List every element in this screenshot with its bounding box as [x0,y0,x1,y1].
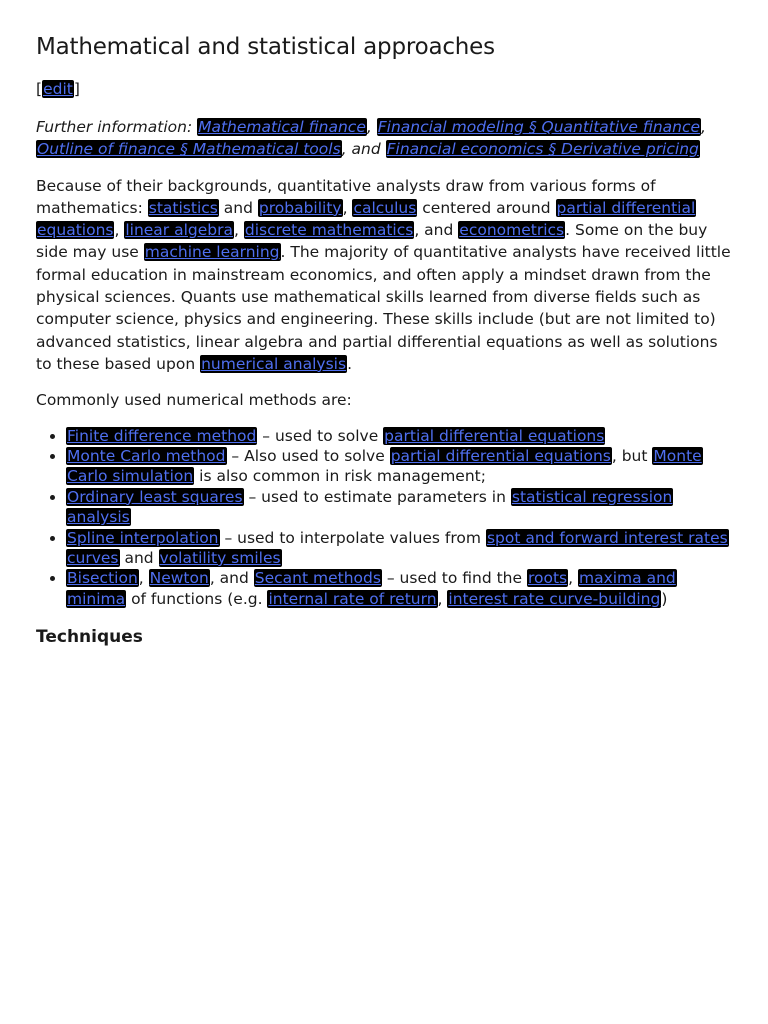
numerical-methods-list [36,426,734,610]
text: . [347,354,352,373]
link-statistical-regression-analysis[interactable]: statistical regression analysis [67,487,673,527]
section-title: Mathematical and statistical approaches [36,34,495,60]
link-econometrics[interactable]: econometrics [459,221,565,240]
text: – Also used to solve [226,446,390,465]
paragraph-numerical-methods-intro: Commonly used numerical methods are: [36,391,352,410]
text: centered around [417,198,556,217]
text: , [114,221,125,240]
text: and [119,549,159,567]
link-bisection[interactable]: Bisection [67,569,138,588]
link-monte-carlo-simulation[interactable]: Monte Carlo simulation [67,446,702,486]
link-numerical-analysis[interactable]: numerical analysis [201,354,347,373]
link-volatility-smiles[interactable]: volatility smiles [159,549,281,567]
link-machine-learning[interactable]: machine learning [144,243,280,262]
link-spot-and-forward-interest-rates-curves[interactable]: spot and forward interest rates curves [67,528,728,567]
link-financial-economics[interactable]: Financial economics § Derivative pricing [386,140,699,159]
link-monte-carlo-method[interactable]: Monte Carlo method [67,446,226,465]
list-item [66,487,734,528]
link-discrete-mathematics[interactable]: discrete mathematics [244,221,414,240]
text: Because of their backgrounds, quantitative analysts draw from various forms of mathematics: [36,176,656,217]
further-prefix: Further information: [36,118,198,136]
text: , and [209,569,254,588]
text: , [437,589,448,608]
text: and [218,198,258,217]
text: – used to find the [381,569,527,588]
link-spline-interpolation[interactable]: Spline interpolation [67,528,219,547]
text: , but [611,446,653,465]
edit-section [36,78,734,100]
link-maxima-and-minima[interactable]: maxima and minima [67,569,676,608]
text: is also common in risk management; [194,467,486,486]
further-information-note [36,116,734,161]
paragraph-backgrounds [36,175,734,376]
list-item [66,528,734,569]
separator: , and [341,140,386,159]
link-partial-differential-equations[interactable]: partial differential equations [390,446,611,465]
text: , and [414,221,459,240]
text: . The majority of quantitative analysts have received little formal education in mainstream economics, and often apply a mindset drawn from the physical sciences. Quants use mathematical skills learned from diverse fields such as computer science, physics and engineering. These skills include (but are not limited to) advanced statistics, linear algebra and partial differential equations as well as solutions to these based upon [36,243,731,373]
link-partial-differential-equations[interactable]: partial differential equations [384,426,605,445]
text: , [342,198,353,217]
edit-bracket-close: ] [73,80,80,98]
list-item [66,446,734,487]
text: , [138,569,149,588]
separator: , [701,118,706,136]
text: – used to estimate parameters in [243,487,511,506]
list-item [66,568,734,609]
link-interest-rate-curve-building[interactable]: interest rate curve-building [448,589,661,608]
text: . Some on the buy side may use [36,221,708,262]
link-internal-rate-of-return[interactable]: internal rate of return [268,589,437,608]
link-mathematical-finance[interactable]: Mathematical finance [198,118,366,136]
link-finite-difference-method[interactable]: Finite difference method [67,426,257,445]
edit-bracket-open: [ [36,80,43,98]
link-newton[interactable]: Newton [149,569,209,588]
text: , [234,221,244,240]
text: – used to solve [257,426,384,445]
link-calculus[interactable]: calculus [353,198,417,217]
list-item [66,426,734,446]
link-statistics[interactable]: statistics [148,198,218,217]
link-roots[interactable]: roots [527,569,568,588]
text: – used to interpolate values from [219,528,486,547]
link-probability[interactable]: probability [258,198,342,217]
techniques-heading: Techniques [36,627,143,648]
text: , [568,569,578,588]
separator: , [366,118,377,136]
link-ordinary-least-squares[interactable]: Ordinary least squares [67,487,243,506]
link-outline-of-finance[interactable]: Outline of finance § Mathematical tools [37,140,341,159]
link-linear-algebra[interactable]: linear algebra [125,221,233,240]
text: of functions (e.g. [126,589,268,608]
text: ) [661,589,668,608]
link-secant-methods[interactable]: Secant methods [254,569,381,588]
link-financial-modeling[interactable]: Financial modeling § Quantitative finance [377,118,701,136]
link-partial-differential-equations[interactable]: partial differential equations [37,198,696,240]
edit-link[interactable]: edit [43,80,73,98]
